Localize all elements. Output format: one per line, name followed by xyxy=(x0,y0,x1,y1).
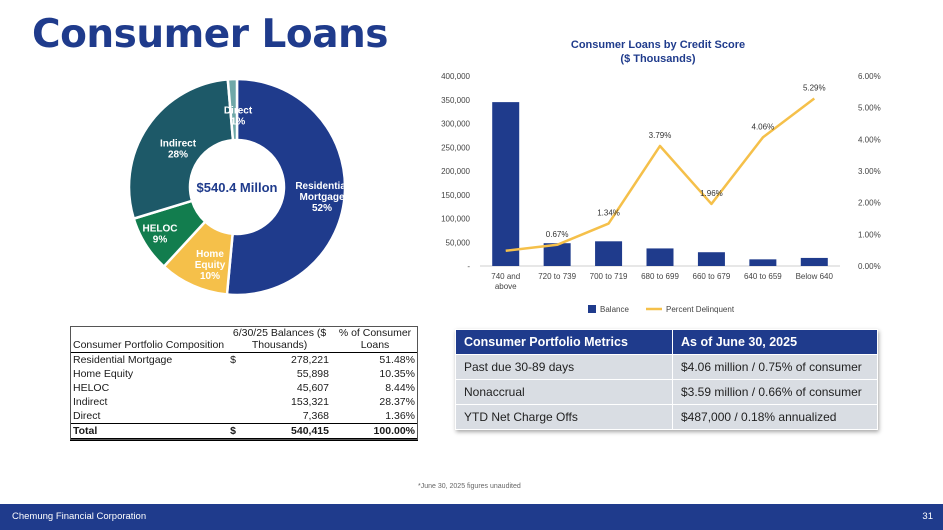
footer-company: Chemung Financial Corporation xyxy=(12,511,147,522)
donut-center-label: $540.4 Millon xyxy=(196,180,278,195)
data-label: 1.34% xyxy=(597,208,620,218)
cell-name: HELOC xyxy=(73,382,110,394)
metric-name: Nonaccrual xyxy=(456,380,673,405)
metrics-header-value: As of June 30, 2025 xyxy=(673,330,878,355)
cell-pct: 10.35% xyxy=(379,368,415,380)
cell-pct: 51.48% xyxy=(379,354,415,366)
metric-name: YTD Net Charge Offs xyxy=(456,405,673,430)
page-title: Consumer Loans xyxy=(32,12,388,57)
table-row xyxy=(70,409,418,424)
cell-name: Total xyxy=(70,424,227,440)
table-row xyxy=(70,381,418,395)
metrics-header-name: Consumer Portfolio Metrics xyxy=(456,330,673,355)
pie-slice-pct: 10% xyxy=(199,271,221,282)
data-label: 4.06% xyxy=(751,122,775,132)
metric-value: $4.06 million / 0.75% of consumer xyxy=(673,355,878,380)
y-left-tick-label: 200,000 xyxy=(441,167,470,176)
composition-header-balance: 6/30/25 Balances ($ Thousands) xyxy=(227,326,332,353)
metrics-row xyxy=(456,405,878,430)
data-label: 1.96% xyxy=(700,188,723,198)
cell-cur xyxy=(227,367,243,381)
bar xyxy=(801,258,828,266)
bar xyxy=(595,241,622,266)
legend-label-balance: Balance xyxy=(600,305,629,314)
y-left-tick-label: 150,000 xyxy=(441,190,470,200)
cell-pct: 28.37% xyxy=(379,396,415,408)
cell-name: Indirect xyxy=(73,396,108,408)
pie-slice-label-line: Residential xyxy=(295,181,349,192)
cell-bal: 45,607 xyxy=(296,382,329,394)
metric-value: $3.59 million / 0.66% of consumer xyxy=(673,380,878,405)
pie-slice-pct: 28% xyxy=(167,149,189,161)
x-tick-label: 640 to 659 xyxy=(743,272,782,281)
composition-table xyxy=(70,326,418,441)
y-right-tick-label: 3.00% xyxy=(858,167,881,176)
metric-value: $487,000 / 0.18% annualized xyxy=(673,405,878,430)
legend-label-delinquent: Percent Delinquent xyxy=(666,305,735,314)
cell-pct: 8.44% xyxy=(385,382,415,394)
composition-total-row xyxy=(70,424,418,440)
data-label: 5.29% xyxy=(802,83,826,93)
cell-name: Home Equity xyxy=(73,368,134,380)
metric-name: Past due 30-89 days xyxy=(456,355,673,380)
x-tick-label: 740 and xyxy=(491,272,521,281)
y-right-tick-label: 4.00% xyxy=(858,135,881,145)
footer-bar xyxy=(0,504,943,530)
y-left-tick-label: 300,000 xyxy=(441,119,470,129)
y-right-tick-label: 5.00% xyxy=(858,103,881,113)
cell-cur xyxy=(227,381,243,395)
y-left-tick-label: 50,000 xyxy=(445,238,470,248)
cell-pct: 1.36% xyxy=(385,410,415,422)
x-tick-label: 680 to 699 xyxy=(641,272,679,281)
y-right-tick-label: 0.00% xyxy=(858,262,881,271)
y-left-tick-label: 350,000 xyxy=(441,95,470,105)
cell-bal: 55,898 xyxy=(296,368,329,380)
cell-bal: 540,415 xyxy=(243,424,332,440)
composition-header-name: Consumer Portfolio Composition xyxy=(70,326,227,353)
table-row xyxy=(70,367,418,381)
metrics-row xyxy=(456,355,878,380)
cell-pct: 100.00% xyxy=(332,424,418,440)
cell-bal: 278,221 xyxy=(291,354,329,366)
metrics-row xyxy=(456,380,878,405)
chart-title: Consumer Loans by Credit Score xyxy=(570,39,746,51)
pie-slice-label-line: Mortgage xyxy=(299,192,345,203)
page-number: 31 xyxy=(922,511,933,522)
pie-slice-label-line: Equity xyxy=(194,260,226,271)
metrics-table xyxy=(455,329,878,430)
cell-bal: 7,368 xyxy=(302,410,329,422)
composition-header-pct: % of Consumer Loans xyxy=(332,326,418,353)
y-right-tick-label: 2.00% xyxy=(858,198,881,208)
x-tick-label: 660 to 679 xyxy=(692,272,731,281)
chart-subtitle: ($ Thousands) xyxy=(620,53,696,65)
x-tick-label: Below 640 xyxy=(795,272,833,281)
y-right-tick-label: 1.00% xyxy=(858,230,881,240)
line-series xyxy=(506,98,815,250)
y-left-tick-label: - xyxy=(467,262,470,271)
cell-bal: 153,321 xyxy=(291,396,329,408)
pie-slice-pct: 1% xyxy=(230,116,246,128)
table-row xyxy=(70,353,418,368)
data-label: 0.67% xyxy=(545,229,569,239)
pie-slice-pct: 9% xyxy=(152,234,168,246)
cell-cur: $ xyxy=(227,424,243,440)
pie-slice-label-line: Indirect xyxy=(159,138,197,150)
bar xyxy=(698,252,725,266)
data-label: 3.79% xyxy=(648,130,672,140)
y-left-tick-label: 250,000 xyxy=(441,143,470,153)
pie-slice-pct: 52% xyxy=(311,203,333,214)
cell-name: Residential Mortgage xyxy=(73,354,173,366)
footnote: *June 30, 2025 figures unaudited xyxy=(418,483,521,490)
x-tick-label: above xyxy=(494,282,517,291)
cell-cur: $ xyxy=(230,354,236,366)
pie-slice-label-line: HELOC xyxy=(142,223,178,235)
bar xyxy=(749,259,776,266)
x-tick-label: 700 to 719 xyxy=(589,272,628,281)
bar xyxy=(647,248,674,266)
x-tick-label: 720 to 739 xyxy=(538,272,577,281)
y-right-tick-label: 6.00% xyxy=(858,72,881,81)
cell-cur xyxy=(227,395,243,409)
cell-name: Direct xyxy=(73,410,101,422)
bar xyxy=(492,102,519,266)
y-left-tick-label: 400,000 xyxy=(441,72,470,81)
cell-cur xyxy=(227,409,243,424)
pie-slice-label-line: Direct xyxy=(223,105,253,117)
legend-swatch-balance xyxy=(588,305,596,313)
pie-slice-label-line: Home xyxy=(196,249,224,260)
table-row xyxy=(70,395,418,409)
y-left-tick-label: 100,000 xyxy=(441,214,470,224)
